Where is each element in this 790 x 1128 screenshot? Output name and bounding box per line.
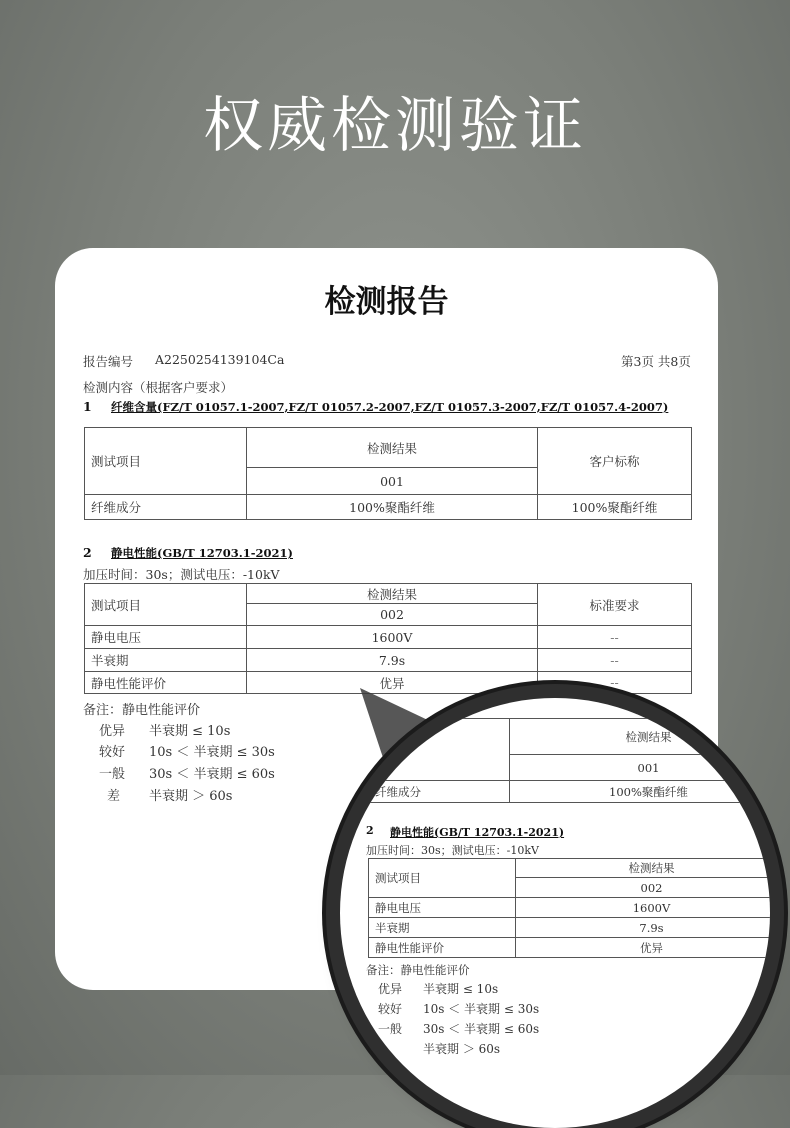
- report-number-label: 报告编号: [83, 354, 134, 369]
- mag-note-grade: 较好: [378, 1002, 403, 1016]
- mag-row-value: 1600V: [516, 898, 771, 918]
- mag-fiber-row-result: 100%聚酯纤维: [510, 781, 771, 803]
- static-row-std: --: [538, 649, 692, 672]
- mag-row-label: 半衰期: [369, 918, 516, 938]
- mag-row-value: 优异: [516, 938, 771, 958]
- mag-col-result: 检测结果: [516, 859, 771, 878]
- mag-row-label: 静电性能评价: [369, 938, 516, 958]
- mag-note-row: [378, 980, 498, 997]
- static-row-label: 静电性能评价: [85, 672, 247, 694]
- section1-heading: 纤维含量(FZ/T 01057.1-2007,FZ/T 01057.2-2007,FZ/T 01057.3-2007,FZ/T 01057.4-2007): [111, 400, 669, 414]
- mag-fiber-table: [368, 718, 770, 803]
- mag-fiber-col-result: 检测结果: [510, 719, 771, 755]
- mag-note-rule: 半衰期 ＞ 60s: [423, 1042, 501, 1056]
- fiber-row-label: 纤维成分: [85, 495, 247, 520]
- static-row-value: 7.9s: [247, 649, 538, 672]
- section1-number: 1: [83, 399, 92, 414]
- page-info: 第3页 共8页: [621, 354, 691, 369]
- static-row-label: 半衰期: [85, 649, 247, 672]
- mag-row-value: 7.9s: [516, 918, 771, 938]
- mag-note-rule: 半衰期 ≤ 10s: [423, 982, 499, 996]
- static-col-result: 检测结果: [247, 584, 538, 604]
- static-row-value: 1600V: [247, 626, 538, 649]
- note-grade: 较好: [99, 745, 126, 760]
- mag-note-grade: 一般: [378, 1022, 403, 1036]
- note-grade: 一般: [99, 767, 126, 782]
- mag-note-row: [378, 1020, 539, 1037]
- mag-note-rule: 30s ＜ 半衰期 ≤ 60s: [423, 1022, 540, 1036]
- mag-note-row: [378, 1000, 539, 1017]
- note-grade: 优异: [99, 724, 126, 739]
- static-row-value: 优异: [247, 672, 538, 694]
- mag-fiber-row-label: 纤维成分: [369, 781, 510, 803]
- section2-heading: 静电性能(GB/T 12703.1-2021): [111, 546, 293, 560]
- hero-title: 权威检测验证: [203, 91, 587, 161]
- mag-note-rule: 10s ＜ 半衰期 ≤ 30s: [423, 1002, 540, 1016]
- report-title: 检测报告: [324, 284, 449, 320]
- static-col-item: 测试项目: [85, 584, 247, 626]
- mag-section-number: 2: [366, 824, 374, 837]
- static-row-std: --: [538, 672, 692, 694]
- note-rule: 半衰期 ＞ 60s: [149, 789, 233, 804]
- section2-number: 2: [83, 545, 92, 560]
- static-row-std: --: [538, 626, 692, 649]
- mag-row-label: 静电电压: [369, 898, 516, 918]
- mag-note-title: 备注：静电性能评价: [366, 963, 470, 977]
- fiber-sample-no: 001: [247, 468, 538, 495]
- mag-note-grade: 优异: [378, 982, 403, 996]
- static-col-std: 标准要求: [538, 584, 692, 626]
- static-row-label: 静电电压: [85, 626, 247, 649]
- content-line: 检测内容（根据客户要求）: [83, 380, 234, 395]
- mag-static-table: [368, 858, 770, 958]
- note-rule: 半衰期 ≤ 10s: [149, 724, 231, 739]
- magnifier-lens: [340, 698, 770, 1128]
- mag-note-row: [378, 1040, 500, 1057]
- fiber-col-item: 测试项目: [85, 428, 247, 495]
- mag-conditions: 加压时间：30s；测试电压：-10kV: [366, 844, 539, 857]
- note-title: 备注：静电性能评价: [83, 703, 201, 718]
- mag-fiber-sample-no: 001: [510, 755, 771, 781]
- note-rule: 30s ＜ 半衰期 ≤ 60s: [149, 767, 275, 782]
- fiber-col-result: 检测结果: [247, 428, 538, 468]
- fiber-col-claim: 客户标称: [538, 428, 692, 495]
- note-rule: 10s ＜ 半衰期 ≤ 30s: [149, 745, 275, 760]
- fiber-row-result: 100%聚酯纤维: [247, 495, 538, 520]
- mag-sample-no: 002: [516, 878, 771, 898]
- mag-col-item: 测试项目: [369, 859, 516, 898]
- fiber-row-claim: 100%聚酯纤维: [538, 495, 692, 520]
- note-grade: 差: [107, 789, 121, 804]
- section2-conditions: 加压时间：30s；测试电压：-10kV: [83, 567, 280, 582]
- report-number-value: A2250254139104Ca: [155, 352, 285, 367]
- static-sample-no: 002: [247, 604, 538, 626]
- mag-section-heading: 静电性能(GB/T 12703.1-2021): [390, 826, 565, 839]
